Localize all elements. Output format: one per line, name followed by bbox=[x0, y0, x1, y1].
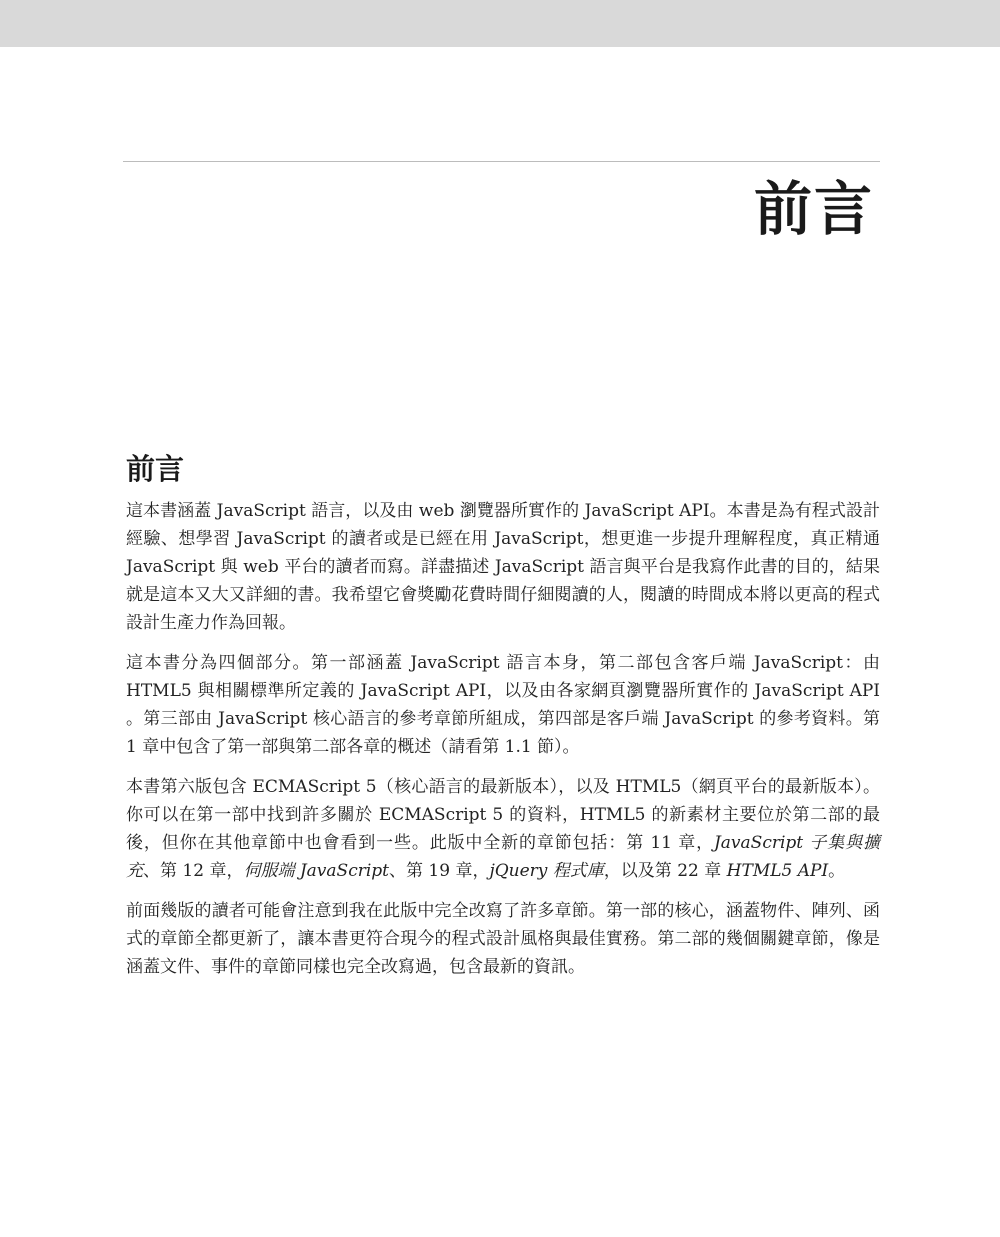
chapter-22-title: HTML5 API bbox=[726, 861, 829, 881]
paragraph-4: 前面幾版的讀者可能會注意到我在此版中完全改寫了許多章節。第一部的核心，涵蓋物件、陣列、函式的章節全都更新了，讓本書更符合現今的程式設計風格與最佳實務。第二部的幾個關鍵章節，像是涵蓋文件、事件的章節同樣也完全改寫過，包含最新的資訊。 bbox=[126, 901, 880, 977]
section-title: 前言 bbox=[126, 452, 185, 486]
paragraph-3-segment: 本書第六版包含 ECMAScript 5（核心語言的最新版本），以及 HTML5（網頁平台的最新版本）。你可以在第一部中找到許多關於 ECMAScript 5 的資料，HTML5 的新素材主要位於第二部的最後，但你在其他章節中也會看到一些。此版中全新的章節包括：第 11 章， bbox=[126, 777, 880, 853]
paragraph-2: 這本書分為四個部分。第一部涵蓋 JavaScript 語言本身，第二部包含客戶端 JavaScript：由 HTML5 與相關標準所定義的 JavaScript API，以及由各家網頁瀏覽器所實作的 JavaScript API 。第三部由 JavaScript 核心語言的參考章節所組成，第四部是客戶端 JavaScript 的參考資料。第 1 章中包含了第一部與第二部各章的概述（請看第 1.1 節）。 bbox=[126, 653, 880, 757]
paragraph-3-segment: ，以及第 22 章 bbox=[603, 861, 727, 881]
paragraph-3-segment: 。 bbox=[828, 861, 846, 881]
chapter-12-title: 伺服端 JavaScript bbox=[243, 861, 389, 881]
chapter-19-title: jQuery 程式庫 bbox=[489, 861, 604, 881]
body-text bbox=[126, 497, 880, 993]
paragraph-3 bbox=[126, 773, 880, 885]
chapter-11-title: JavaScript 子集與擴充 bbox=[126, 833, 880, 881]
top-band bbox=[0, 0, 1000, 47]
paragraph-3-segment: 、第 19 章， bbox=[389, 861, 490, 881]
chapter-rule bbox=[123, 161, 880, 162]
paragraph-1: 這本書涵蓋 JavaScript 語言，以及由 web 瀏覽器所實作的 JavaScript API。本書是為有程式設計經驗、想學習 JavaScript 的讀者或是已經在用 JavaScript，想更進一步提升理解程度，真正精通 JavaScript 與 web 平台的讀者而寫。詳盡描述 JavaScript 語言與平台是我寫作此書的目的，結果就是這本又大又詳細的書。我希望它會獎勵花費時間仔細閱讀的人，閱讀的時間成本將以更高的程式設計生產力作為回報。 bbox=[126, 501, 880, 633]
paragraph-3-segment: 、第 12 章， bbox=[143, 861, 244, 881]
chapter-title: 前言 bbox=[753, 175, 874, 243]
